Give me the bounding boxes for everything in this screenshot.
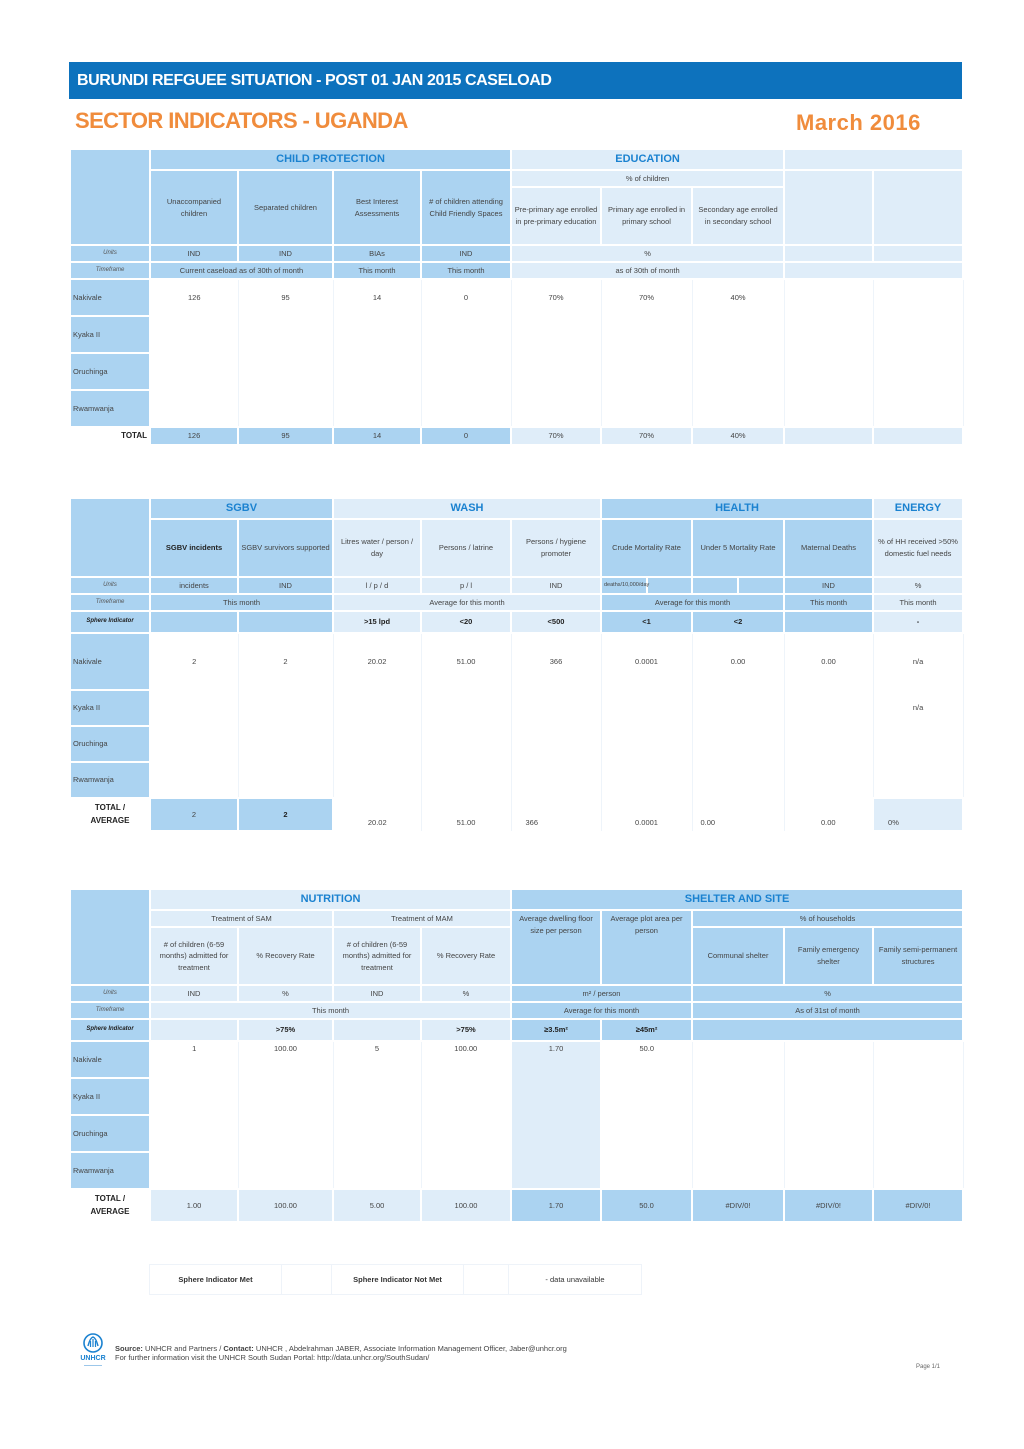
footer xyxy=(78,1332,778,1372)
column-header: Maternal Deaths xyxy=(784,519,873,577)
unit-cell: incidents xyxy=(150,577,238,594)
total-cell: 100.00 xyxy=(421,1189,511,1222)
data-cell xyxy=(873,1041,963,1078)
row-label-units: Units xyxy=(70,577,150,594)
data-cell: 100.00 xyxy=(421,1041,511,1078)
row-label-timeframe: Timeframe xyxy=(70,594,150,611)
row-label-timeframe: Timeframe xyxy=(70,1002,150,1019)
data-cell xyxy=(692,726,784,762)
legend-not-met-swatch xyxy=(464,1265,509,1295)
empty-cell xyxy=(873,245,963,262)
data-cell: 1 xyxy=(150,1041,238,1078)
footer-text xyxy=(115,1344,567,1363)
unit-cell: p / l xyxy=(421,577,511,594)
column-header: Average dwelling floor size per person xyxy=(511,910,601,985)
data-cell xyxy=(601,1078,692,1115)
data-cell xyxy=(784,1041,873,1078)
data-cell xyxy=(784,279,873,316)
data-cell: 0.0001 xyxy=(601,633,692,690)
data-cell: 95 xyxy=(238,279,333,316)
sphere-cell: ≥3.5m² xyxy=(511,1019,601,1041)
column-header: Persons / hygiene promoter xyxy=(511,519,601,577)
sphere-cell xyxy=(784,611,873,633)
data-cell xyxy=(421,390,511,427)
total-cell: 70% xyxy=(601,427,692,445)
sphere-cell: <20 xyxy=(421,611,511,633)
unit-cell: % xyxy=(692,985,963,1002)
column-header: % Recovery Rate xyxy=(238,927,333,985)
total-cell: 0.00 xyxy=(692,798,784,831)
timeframe-cell: This month xyxy=(421,262,511,279)
data-cell xyxy=(601,690,692,726)
data-cell xyxy=(692,690,784,726)
sphere-cell xyxy=(333,1019,421,1041)
column-header: Primary age enrolled in primary school xyxy=(601,187,692,245)
data-cell: 70% xyxy=(511,279,601,316)
column-header: SGBV incidents xyxy=(150,519,238,577)
data-cell xyxy=(873,1078,963,1115)
data-cell xyxy=(511,762,601,798)
data-cell xyxy=(873,316,963,353)
data-cell: 126 xyxy=(150,279,238,316)
settlement-label: Rwamwanja xyxy=(70,1152,150,1189)
total-cell: 2 xyxy=(150,798,238,831)
timeframe-cell: This month xyxy=(150,1002,511,1019)
data-cell xyxy=(692,1041,784,1078)
total-cell xyxy=(784,427,873,445)
unit-cell: % xyxy=(238,985,333,1002)
data-cell xyxy=(511,316,601,353)
data-cell xyxy=(421,316,511,353)
timeframe-cell: Average for this month xyxy=(511,1002,692,1019)
data-cell: 5 xyxy=(333,1041,421,1078)
data-cell xyxy=(873,1152,963,1189)
unit-cell: % xyxy=(511,245,784,262)
total-label xyxy=(70,1189,150,1222)
settlement-label: Rwamwanja xyxy=(70,390,150,427)
data-cell xyxy=(692,1115,784,1152)
total-cell: 0.0001 xyxy=(601,798,692,831)
total-label-line2: AVERAGE xyxy=(90,1206,130,1216)
sphere-cell: ≥45m² xyxy=(601,1019,692,1041)
data-cell xyxy=(784,353,873,390)
column-header: # of children attending Child Friendly Spaces xyxy=(421,170,511,245)
section-child-protection: CHILD PROTECTION xyxy=(150,149,511,170)
data-cell xyxy=(873,279,963,316)
data-cell xyxy=(333,1152,421,1189)
unit-cell: IND xyxy=(421,245,511,262)
total-cell: 0 xyxy=(421,427,511,445)
sphere-cell: >75% xyxy=(421,1019,511,1041)
total-label-line1: TOTAL / xyxy=(94,1194,126,1204)
timeframe-cell: Average for this month xyxy=(333,594,601,611)
data-cell xyxy=(333,316,421,353)
total-cell: 0% xyxy=(873,798,963,831)
total-cell: 5.00 xyxy=(333,1189,421,1222)
unit-cell: IND xyxy=(511,577,601,594)
section-sgbv: SGBV xyxy=(150,498,333,519)
data-cell: 40% xyxy=(692,279,784,316)
unit-cell: % xyxy=(421,985,511,1002)
data-cell xyxy=(150,1152,238,1189)
unit-cell xyxy=(692,577,738,594)
data-cell xyxy=(873,726,963,762)
data-cell xyxy=(873,762,963,798)
data-cell xyxy=(421,690,511,726)
data-cell xyxy=(692,1152,784,1189)
column-header: Pre-primary age enrolled in pre-primary education xyxy=(511,187,601,245)
unit-cell: IND xyxy=(150,245,238,262)
data-cell xyxy=(784,1115,873,1152)
section-shelter: SHELTER AND SITE xyxy=(511,889,963,910)
sphere-cell xyxy=(150,611,238,633)
column-header: SGBV survivors supported xyxy=(238,519,333,577)
data-cell xyxy=(421,1152,511,1189)
data-cell xyxy=(601,1152,692,1189)
data-cell xyxy=(511,690,601,726)
column-header: Separated children xyxy=(238,170,333,245)
data-cell xyxy=(150,762,238,798)
total-cell: 1.00 xyxy=(150,1189,238,1222)
data-cell xyxy=(784,1152,873,1189)
empty-section xyxy=(784,149,963,170)
nutrition-group-mam: Treatment of MAM xyxy=(333,910,511,927)
unit-cell xyxy=(647,577,692,594)
data-cell xyxy=(873,390,963,427)
settlement-label: Kyaka II xyxy=(70,1078,150,1115)
corner-cell xyxy=(70,498,150,577)
data-cell xyxy=(238,316,333,353)
data-cell xyxy=(692,353,784,390)
data-cell: 50.0 xyxy=(601,1041,692,1078)
total-cell: 100.00 xyxy=(238,1189,333,1222)
total-cell: 126 xyxy=(150,427,238,445)
legend-met-label: Sphere Indicator Met xyxy=(150,1265,282,1295)
section-health: HEALTH xyxy=(601,498,873,519)
data-cell xyxy=(784,690,873,726)
row-label-timeframe: Timeframe xyxy=(70,262,150,279)
timeframe-cell: Average for this month xyxy=(601,594,784,611)
data-cell xyxy=(601,762,692,798)
data-cell xyxy=(511,390,601,427)
timeframe-cell: As of 31st of month xyxy=(692,1002,963,1019)
data-cell xyxy=(873,353,963,390)
data-cell xyxy=(238,1152,333,1189)
section-energy: ENERGY xyxy=(873,498,963,519)
empty-header xyxy=(873,170,963,245)
report-month: March 2016 xyxy=(796,110,921,135)
empty-cell xyxy=(784,262,963,279)
column-header: Communal shelter xyxy=(692,927,784,985)
column-header: Best Interest Assessments xyxy=(333,170,421,245)
column-header: Persons / latrine xyxy=(421,519,511,577)
data-cell xyxy=(421,1115,511,1152)
total-cell: 70% xyxy=(511,427,601,445)
unit-cell: IND xyxy=(238,577,333,594)
data-cell: 366 xyxy=(511,633,601,690)
row-label-sphere: Sphere Indicator xyxy=(70,611,150,633)
column-header: % of HH received >50% domestic fuel needs xyxy=(873,519,963,577)
column-header: Under 5 Mortality Rate xyxy=(692,519,784,577)
footer-portal-line: For further information visit the UNHCR South Sudan Portal: http://data.unhcr.org/SouthSudan/ xyxy=(115,1353,430,1363)
column-header: Average plot area per person xyxy=(601,910,692,985)
data-cell xyxy=(692,390,784,427)
data-cell: 20.02 xyxy=(333,633,421,690)
corner-cell xyxy=(70,149,150,245)
data-cell xyxy=(692,316,784,353)
unit-cell: BIAs xyxy=(333,245,421,262)
total-label: TOTAL xyxy=(70,427,150,445)
data-cell xyxy=(784,726,873,762)
data-cell xyxy=(784,390,873,427)
data-cell xyxy=(873,1115,963,1152)
data-cell xyxy=(421,353,511,390)
column-header: # of children (6-59 months) admitted for treatment xyxy=(333,927,421,985)
data-cell: 0.00 xyxy=(784,633,873,690)
data-cell xyxy=(601,316,692,353)
settlement-label: Kyaka II xyxy=(70,690,150,726)
data-cell xyxy=(333,1078,421,1115)
data-cell xyxy=(150,390,238,427)
data-cell: 51.00 xyxy=(421,633,511,690)
settlement-label: Oruchinga xyxy=(70,353,150,390)
column-header: Family emergency shelter xyxy=(784,927,873,985)
total-cell xyxy=(873,427,963,445)
nutrition-group-sam: Treatment of SAM xyxy=(150,910,333,927)
data-cell xyxy=(421,726,511,762)
column-header: % Recovery Rate xyxy=(421,927,511,985)
total-label xyxy=(70,798,150,831)
legend-met-swatch xyxy=(282,1265,332,1295)
data-cell xyxy=(238,690,333,726)
unit-cell: IND xyxy=(784,577,873,594)
unit-cell: % xyxy=(873,577,963,594)
sphere-cell: - xyxy=(873,611,963,633)
total-label-line1: TOTAL / xyxy=(94,803,126,813)
settlement-label: Nakivale xyxy=(70,633,150,690)
table-child-protection-education xyxy=(69,148,964,446)
total-cell: 14 xyxy=(333,427,421,445)
unit-cell: m² / person xyxy=(511,985,692,1002)
source-text: UNHCR and Partners / xyxy=(142,1344,224,1353)
data-cell xyxy=(333,390,421,427)
timeframe-cell: This month xyxy=(873,594,963,611)
timeframe-cell: This month xyxy=(150,594,333,611)
total-cell: 95 xyxy=(238,427,333,445)
timeframe-cell: as of 30th of month xyxy=(511,262,784,279)
data-cell: 70% xyxy=(601,279,692,316)
data-cell xyxy=(238,353,333,390)
data-cell xyxy=(421,1078,511,1115)
sphere-cell: <2 xyxy=(692,611,784,633)
data-cell xyxy=(333,690,421,726)
logo-text: UNHCR xyxy=(80,1355,106,1362)
data-cell xyxy=(784,316,873,353)
footer-source-line xyxy=(115,1344,567,1353)
data-cell xyxy=(150,316,238,353)
column-header: Crude Mortality Rate xyxy=(601,519,692,577)
sphere-cell xyxy=(150,1019,238,1041)
table-sgbv-wash-health-energy xyxy=(69,497,964,832)
data-cell: 2 xyxy=(238,633,333,690)
page-number: Page 1/1 xyxy=(916,1364,941,1370)
row-label-sphere: Sphere Indicator xyxy=(70,1019,150,1041)
data-cell xyxy=(692,762,784,798)
empty-header xyxy=(784,170,873,245)
shelter-group-households: % of households xyxy=(692,910,963,927)
data-cell: 0 xyxy=(421,279,511,316)
timeframe-cell: This month xyxy=(784,594,873,611)
total-cell: 50.0 xyxy=(601,1189,692,1222)
settlement-label: Nakivale xyxy=(70,1041,150,1078)
total-cell: 20.02 xyxy=(333,798,421,831)
data-cell: n/a xyxy=(873,633,963,690)
data-cell xyxy=(511,726,601,762)
data-cell xyxy=(333,762,421,798)
data-cell xyxy=(150,353,238,390)
education-subheader: % of children xyxy=(511,170,784,187)
corner-cell xyxy=(70,889,150,985)
settlement-label: Oruchinga xyxy=(70,726,150,762)
unit-cell xyxy=(738,577,784,594)
data-cell: 14 xyxy=(333,279,421,316)
data-cell xyxy=(150,726,238,762)
column-header: Unaccompanied children xyxy=(150,170,238,245)
sphere-cell: >15 lpd xyxy=(333,611,421,633)
page-title: SECTOR INDICATORS - UGANDA xyxy=(75,108,408,133)
sphere-cell xyxy=(238,611,333,633)
total-cell: #DIV/0! xyxy=(784,1189,873,1222)
row-label-units: Units xyxy=(70,245,150,262)
data-cell xyxy=(784,762,873,798)
data-cell: 100.00 xyxy=(238,1041,333,1078)
row-label-units: Units xyxy=(70,985,150,1002)
data-cell xyxy=(333,1115,421,1152)
section-education: EDUCATION xyxy=(511,149,784,170)
total-cell: 40% xyxy=(692,427,784,445)
unhcr-logo-icon xyxy=(78,1332,108,1370)
total-cell: 51.00 xyxy=(421,798,511,831)
data-cell: 1.70 xyxy=(511,1041,601,1189)
total-cell: #DIV/0! xyxy=(873,1189,963,1222)
section-nutrition: NUTRITION xyxy=(150,889,511,910)
legend-unavailable-label: - data unavailable xyxy=(509,1265,642,1295)
total-cell: 366 xyxy=(511,798,601,831)
sphere-cell: <1 xyxy=(601,611,692,633)
data-cell xyxy=(784,1078,873,1115)
data-cell xyxy=(333,726,421,762)
sphere-cell xyxy=(692,1019,963,1041)
data-cell: 2 xyxy=(150,633,238,690)
data-cell xyxy=(238,390,333,427)
unit-cell: IND xyxy=(238,245,333,262)
settlement-label: Rwamwanja xyxy=(70,762,150,798)
data-cell xyxy=(692,1078,784,1115)
data-cell xyxy=(601,353,692,390)
sphere-cell: <500 xyxy=(511,611,601,633)
section-wash: WASH xyxy=(333,498,601,519)
data-cell xyxy=(333,353,421,390)
source-label: Source: xyxy=(115,1344,143,1353)
total-cell: #DIV/0! xyxy=(692,1189,784,1222)
data-cell: n/a xyxy=(873,690,963,726)
settlement-label: Nakivale xyxy=(70,279,150,316)
data-cell xyxy=(601,1115,692,1152)
timeframe-cell: This month xyxy=(333,262,421,279)
timeframe-cell: Current caseload as of 30th of month xyxy=(150,262,333,279)
total-cell: 0.00 xyxy=(784,798,873,831)
column-header: Secondary age enrolled in secondary school xyxy=(692,187,784,245)
unit-cell: IND xyxy=(333,985,421,1002)
contact-label: Contact: xyxy=(223,1344,254,1353)
total-cell: 1.70 xyxy=(511,1189,601,1222)
data-cell: 0.00 xyxy=(692,633,784,690)
data-cell xyxy=(421,762,511,798)
column-header: Litres water / person / day xyxy=(333,519,421,577)
legend-not-met-label: Sphere Indicator Not Met xyxy=(332,1265,464,1295)
data-cell xyxy=(511,353,601,390)
data-cell xyxy=(238,1115,333,1152)
data-cell xyxy=(238,762,333,798)
unit-cell: IND xyxy=(150,985,238,1002)
data-cell xyxy=(150,690,238,726)
unit-cell: l / p / d xyxy=(333,577,421,594)
unit-cell: deaths/10,000/day xyxy=(601,577,647,594)
data-cell xyxy=(601,726,692,762)
data-cell xyxy=(601,390,692,427)
data-cell xyxy=(238,1078,333,1115)
data-cell xyxy=(150,1115,238,1152)
column-header: Family semi-permanent structures xyxy=(873,927,963,985)
report-banner: BURUNDI REFGUEE SITUATION - POST 01 JAN 2015 CASELOAD xyxy=(69,62,962,99)
table-nutrition-shelter xyxy=(69,888,964,1223)
total-label-line2: AVERAGE xyxy=(90,815,130,825)
data-cell xyxy=(150,1078,238,1115)
empty-cell xyxy=(784,245,873,262)
settlement-label: Oruchinga xyxy=(70,1115,150,1152)
settlement-label: Kyaka II xyxy=(70,316,150,353)
data-cell xyxy=(238,726,333,762)
sphere-cell: >75% xyxy=(238,1019,333,1041)
total-cell: 2 xyxy=(238,798,333,831)
sphere-legend xyxy=(149,1264,642,1295)
contact-text: UNHCR , Abdelrahman JABER, Associate Information Management Officer, Jaber@unhcr.org xyxy=(253,1344,567,1353)
column-header: # of children (6-59 months) admitted for treatment xyxy=(150,927,238,985)
